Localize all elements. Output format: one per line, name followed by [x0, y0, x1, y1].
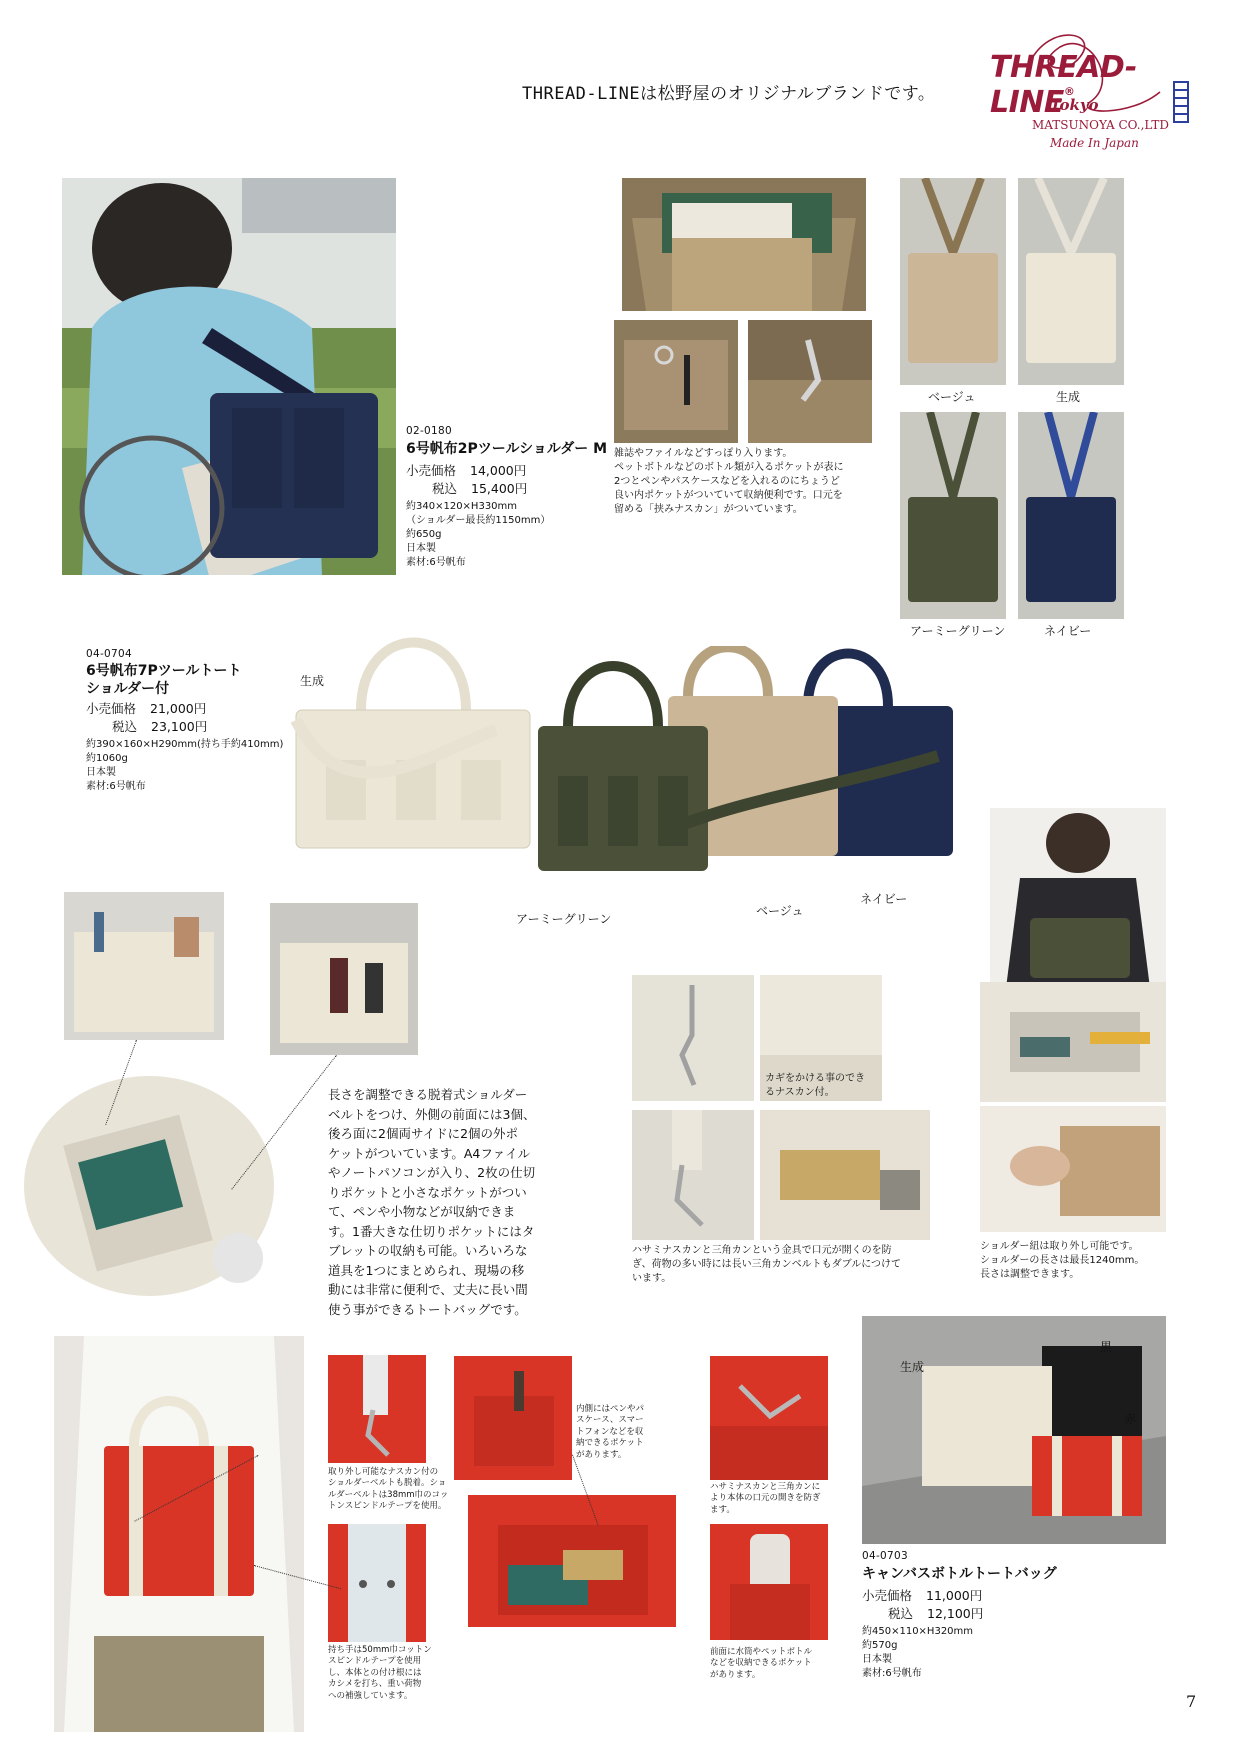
photo-product1-inner-pocket: [614, 320, 738, 443]
product2-note-shoulder: ショルダー紐は取り外し可能です。 ショルダーの長さは最長1240mm。 長さは調整できます。: [980, 1241, 1145, 1280]
product3-note-inner: 内側にはペンやパ スケース、スマー トフォンなどを収 納できるポケット があります。: [576, 1404, 645, 1460]
photo-tote-strap-detach: [980, 1106, 1166, 1232]
photo-tote-army-beige-navy: [538, 646, 958, 876]
product1-retail-label: 小売価格: [406, 463, 457, 478]
brand-name: THREAD-LINE: [990, 50, 1137, 120]
product3-retail-price: 11,000円: [926, 1588, 983, 1603]
photo-product1-interior-top: [622, 178, 866, 311]
product2-color-army: アーミーグリーン: [516, 912, 612, 926]
brand-tagline: THREAD-LINEは松野屋のオリジナルブランドです。: [522, 84, 936, 104]
product3-name: キャンバスボトルトートバッグ: [862, 1566, 1057, 1582]
product3-tax-row: [862, 1605, 1022, 1623]
product1-tax-row: [406, 480, 546, 498]
photo-tote-interior-top: [980, 982, 1166, 1102]
product2-specs: 約390×160×H290mm(持ち手約410mm) 約1060g 日本製 素材:6号帆布: [86, 739, 284, 792]
product1-tax-label: 税込: [432, 480, 458, 496]
product2-retail-row: [86, 700, 246, 718]
photo-product1-army: [900, 412, 1006, 619]
brand-city: Tokyo: [1050, 96, 1099, 114]
photo-tote-key-hook: [632, 975, 754, 1101]
photo-bottle-tote-strap-hook: [328, 1355, 426, 1463]
product3-specs: 約450×110×H320mm 約570g 日本製 素材:6号帆布: [862, 1626, 974, 1679]
product2-color-beige: ベージュ: [756, 904, 804, 918]
brand-made-in: Made In Japan: [1050, 136, 1139, 150]
product1-color-army: アーミーグリーン: [910, 624, 1006, 638]
product2-name: 6号帆布7Pツールトート ショルダー付: [86, 663, 242, 698]
photo-tote-clasp: [632, 1110, 754, 1240]
photo-bottle-tote-interior: [468, 1495, 676, 1627]
product3-retail-row: [862, 1587, 1022, 1605]
product2-retail-price: 21,000円: [150, 701, 207, 716]
product2-note-hook: ハサミナスカンと三角カンという金具で口元が開くのを防 ぎ、荷物の多い時には長い三角カンベルトもダブルにつけて います。: [632, 1245, 901, 1284]
photo-bottle-tote-clasp: [710, 1356, 828, 1480]
product2-tax-price: 23,100円: [151, 718, 208, 734]
product3-note-clasp: ハサミナスカンと三角カンに より本体の口元の開きを防ぎ ます。: [710, 1482, 821, 1515]
product2-description: 長さを調整できる脱着式ショルダー ベルトをつけ、外側の前面には3個、 後ろ面に2個両サイドに2個の外ポ ケットがついています。A4ファイル やノートパソコンが入り、2枚の仕切 りポケットと小さなポケットがつい て、ペンや小物などが収納できま す。1番大きな仕切りポケットにはタ ブレットの収納も可能。いろいろな 道具を1つにまとめられ、現場の移 動には非常に便利で、丈夫に長い間 使う事ができるトートバッグです。: [328, 1087, 536, 1317]
photo-shoulder-bag-cyclist: [62, 178, 396, 575]
product2-tax-label: 税込: [112, 718, 138, 734]
product3-note-front: 前面に水筒やペットボトル などを収納できるポケット があります。: [710, 1647, 813, 1680]
product1-retail-price: 14,000円: [470, 463, 527, 478]
brand-company: MATSUNOYA CO.,LTD: [1032, 118, 1170, 132]
photo-product1-kinari: [1018, 178, 1124, 385]
product3-code: 04-0703: [862, 1550, 908, 1562]
product1-tax-price: 15,400円: [471, 480, 528, 496]
photo-bottle-tote-front-pocket: [710, 1524, 828, 1640]
product3-color-red: 赤: [1124, 1412, 1137, 1426]
photo-tote-model-back: [990, 808, 1166, 988]
product3-color-kinari: 生成: [900, 1360, 925, 1374]
brand-registered-mark: ®: [1063, 85, 1075, 98]
photo-tote-pockets-open-2: [270, 903, 418, 1055]
page-number: 7: [1186, 1692, 1197, 1711]
photo-tote-interior-loaded: [18, 1058, 280, 1314]
product3-tax-label: 税込: [888, 1605, 914, 1621]
product3-color-black: 黒: [1100, 1340, 1113, 1354]
product3-note-handle: 持ち手は50mm巾コットン スピンドルテープを使用 し、本体との付け根には カシメを打ち、重い荷物 への補強しています。: [328, 1645, 432, 1701]
product2-color-kinari: 生成: [300, 674, 325, 688]
product3-retail-label: 小売価格: [862, 1588, 913, 1603]
photo-tote-pockets-open-1: [64, 892, 224, 1040]
product1-code: 02-0180: [406, 425, 452, 437]
brand-logo: [990, 22, 1210, 172]
product3-note-strap: 取り外し可能なナスカン付の ショルダーベルトも脱着。ショ ルダーベルトは38mm巾のコッ トンスピンドルテープを使用。: [328, 1467, 449, 1512]
product3-tax-price: 12,100円: [927, 1605, 984, 1621]
photo-bottle-tote-inner-pocket: [454, 1356, 572, 1480]
product2-note-key: カギをかける事のでき るナスカン付。: [765, 1073, 865, 1098]
photo-product1-navy: [1018, 412, 1124, 619]
product1-color-beige: ベージュ: [928, 390, 976, 404]
product1-specs: 約340×120×H330mm （ショルダー最長約1150mm） 約650g 日本製 素材:6号帆布: [406, 501, 551, 568]
product1-color-kinari: 生成: [1056, 390, 1081, 404]
product1-retail-row: [406, 462, 546, 480]
product2-retail-label: 小売価格: [86, 701, 137, 716]
product1-color-navy: ネイビー: [1044, 624, 1092, 638]
photo-product1-hook: [748, 320, 872, 443]
photo-bottle-tote-model: [54, 1336, 304, 1732]
photo-tote-clasp-loaded: [760, 1110, 930, 1240]
photo-product1-beige: [900, 178, 1006, 385]
photo-bottle-tote-handle: [328, 1524, 426, 1642]
product2-color-navy: ネイビー: [860, 892, 908, 906]
product2-tax-row: [86, 718, 246, 736]
product2-code: 04-0704: [86, 648, 132, 660]
product1-name: 6号帆布2Pツールショルダー M: [406, 441, 608, 457]
photo-bottle-tote-colors: [862, 1316, 1166, 1544]
product1-description: 雑誌やファイルなどすっぽり入ります。 ペットボトルなどのボトル類が入るポケットが表に 2つとペンやパスケースなどを入れるのにちょうど 良い内ポケットがついていて収納便利です。口元を 留める「挟みナスカン」がついています。: [614, 448, 844, 515]
photo-tote-kinari: [286, 620, 540, 852]
